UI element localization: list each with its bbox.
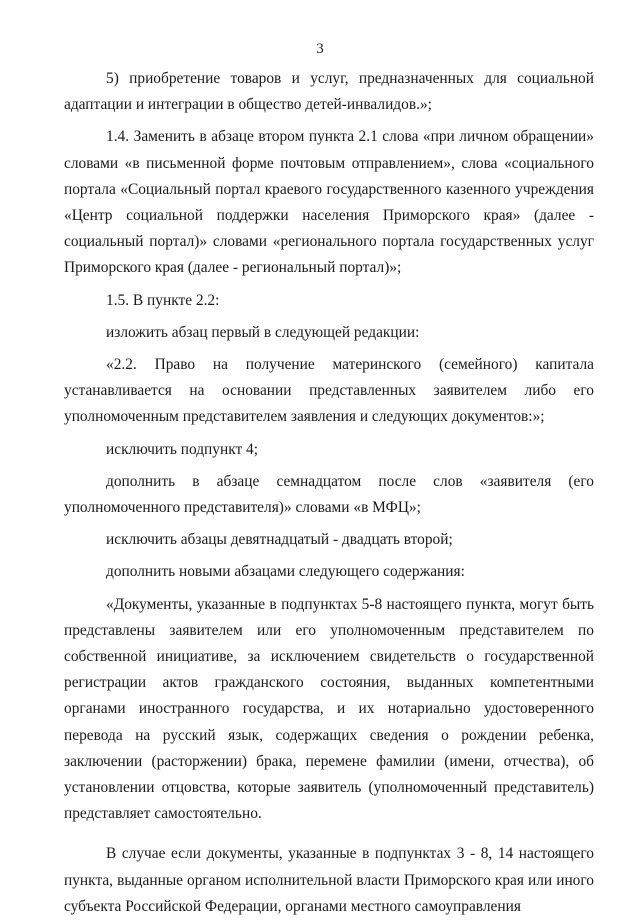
page-number: 3	[316, 41, 324, 57]
paragraph-1-5: 1.5. В пункте 2.2:	[106, 291, 220, 309]
document-body	[64, 66, 594, 920]
paragraph-documents: «Документы, указанные в подпунктах 5-8 настоящего пункта, могут быть представлены заявителем или его уполномоченным представителем по собственной инициативе, за исключением свидетельств о государственной регистрации актов гражданского состояния, выданных компетентными органами иностранного государства, и их нотариально удостоверенного перевода на русский язык, содержащих сведения о рождении ребенка, заключении (расторжении) брака, перемене фамилии (имени, отчества), об установлении отцовства, которые заявитель (уполномоченный представитель) представляет самостоятельно.	[64, 595, 594, 823]
paragraph-1-4: 1.4. Заменить в абзаце втором пункта 2.1 слова «при личном обращении» словами «в письменной форме почтовым отправлением», слова «социального портала «Социальный портал краевого государственного казенного учреждения «Центр социальной поддержки населения Приморского края» (далее - социальный портал)» словами «регионального портала государственных услуг Приморского края (далее - региональный портал)»;	[64, 128, 594, 277]
paragraph-add-new: дополнить новыми абзацами следующего содержания:	[106, 563, 465, 581]
paragraph-restate-first: изложить абзац первый в следующей редакции:	[106, 323, 420, 341]
paragraph-in-case: В случае если документы, указанные в подпунктах 3 - 8, 14 настоящего пункта, выданные органом исполнительной власти Приморского края или иного субъекта Российской Федерации, органами местного самоуправления	[64, 845, 594, 915]
paragraph-item-5: 5) приобретение товаров и услуг, предназначенных для социальной адаптации и интеграции в общество детей-инвалидов.»;	[64, 70, 594, 114]
paragraph-exclude-subitem: исключить подпункт 4;	[106, 440, 259, 458]
paragraph-supplement-seventeenth: дополнить в абзаце семнадцатом после слов «заявителя (его уполномоченного представителя)» словами «в МФЦ»;	[64, 472, 594, 517]
paragraph-exclude-paragraphs: исключить абзацы девятнадцатый - двадцать второй;	[106, 531, 453, 549]
paragraph-2-2: «2.2. Право на получение материнского (семейного) капитала устанавливается на основании представленных заявителем либо его уполномоченным представителем заявления и следующих документов:»;	[64, 356, 594, 426]
